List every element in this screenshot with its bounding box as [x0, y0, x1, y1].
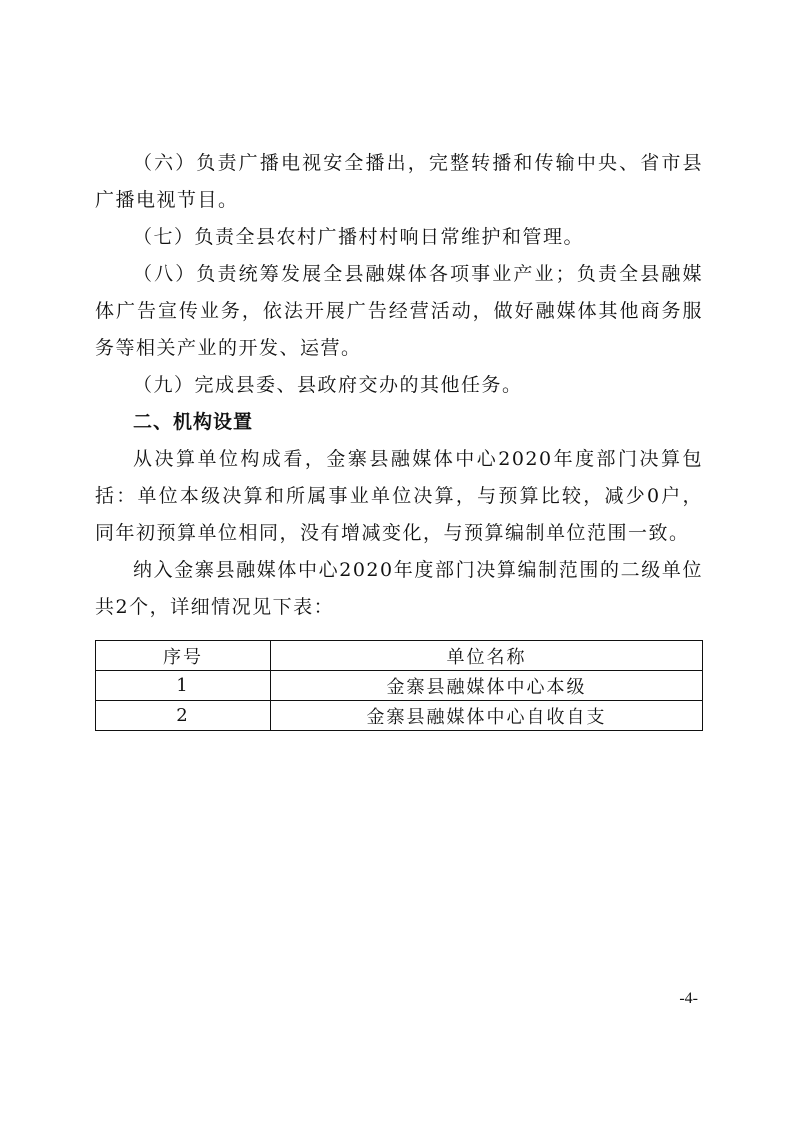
paragraph-budget-composition: 从决算单位构成看，金寨县融媒体中心2020年度部门决算包括：单位本级决算和所属事业单位决算，与预算比较，减少0户，同年初预算单位相同，没有增减变化，与预算编制单位范围一致。 — [95, 448, 703, 544]
table-header-number: 序号 — [96, 641, 271, 671]
paragraph-responsibility-7: （七）负责全县农村广播村村响日常维护和管理。 — [133, 226, 585, 248]
table-row — [96, 671, 703, 701]
paragraph-responsibility-9: （九）完成县委、县政府交办的其他任务。 — [133, 374, 523, 396]
table-header-row — [96, 641, 703, 671]
paragraph-responsibility-6: （六）负责广播电视安全播出，完整转播和传输中央、省市县广播电视节目。 — [95, 152, 703, 211]
page-number: -4- — [679, 990, 698, 1007]
table-cell-unit-name: 金寨县融媒体中心本级 — [271, 671, 703, 701]
section-heading: 二、机构设置 — [133, 411, 254, 433]
document-body — [95, 145, 703, 626]
table-header-unit-name: 单位名称 — [271, 641, 703, 671]
units-table — [95, 640, 703, 731]
paragraph-responsibility-8: （八）负责统筹发展全县融媒体各项事业产业；负责全县融媒体广告宣传业务，依法开展广告经营活动，做好融媒体其他商务服务等相关产业的开发、运营。 — [95, 263, 703, 359]
paragraph-secondary-units: 纳入金寨县融媒体中心2020年度部门决算编制范围的二级单位共2个，详细情况见下表： — [95, 559, 703, 618]
table-cell-number: 2 — [96, 701, 271, 731]
table-cell-number: 1 — [96, 671, 271, 701]
table-cell-unit-name: 金寨县融媒体中心自收自支 — [271, 701, 703, 731]
table-row — [96, 701, 703, 731]
